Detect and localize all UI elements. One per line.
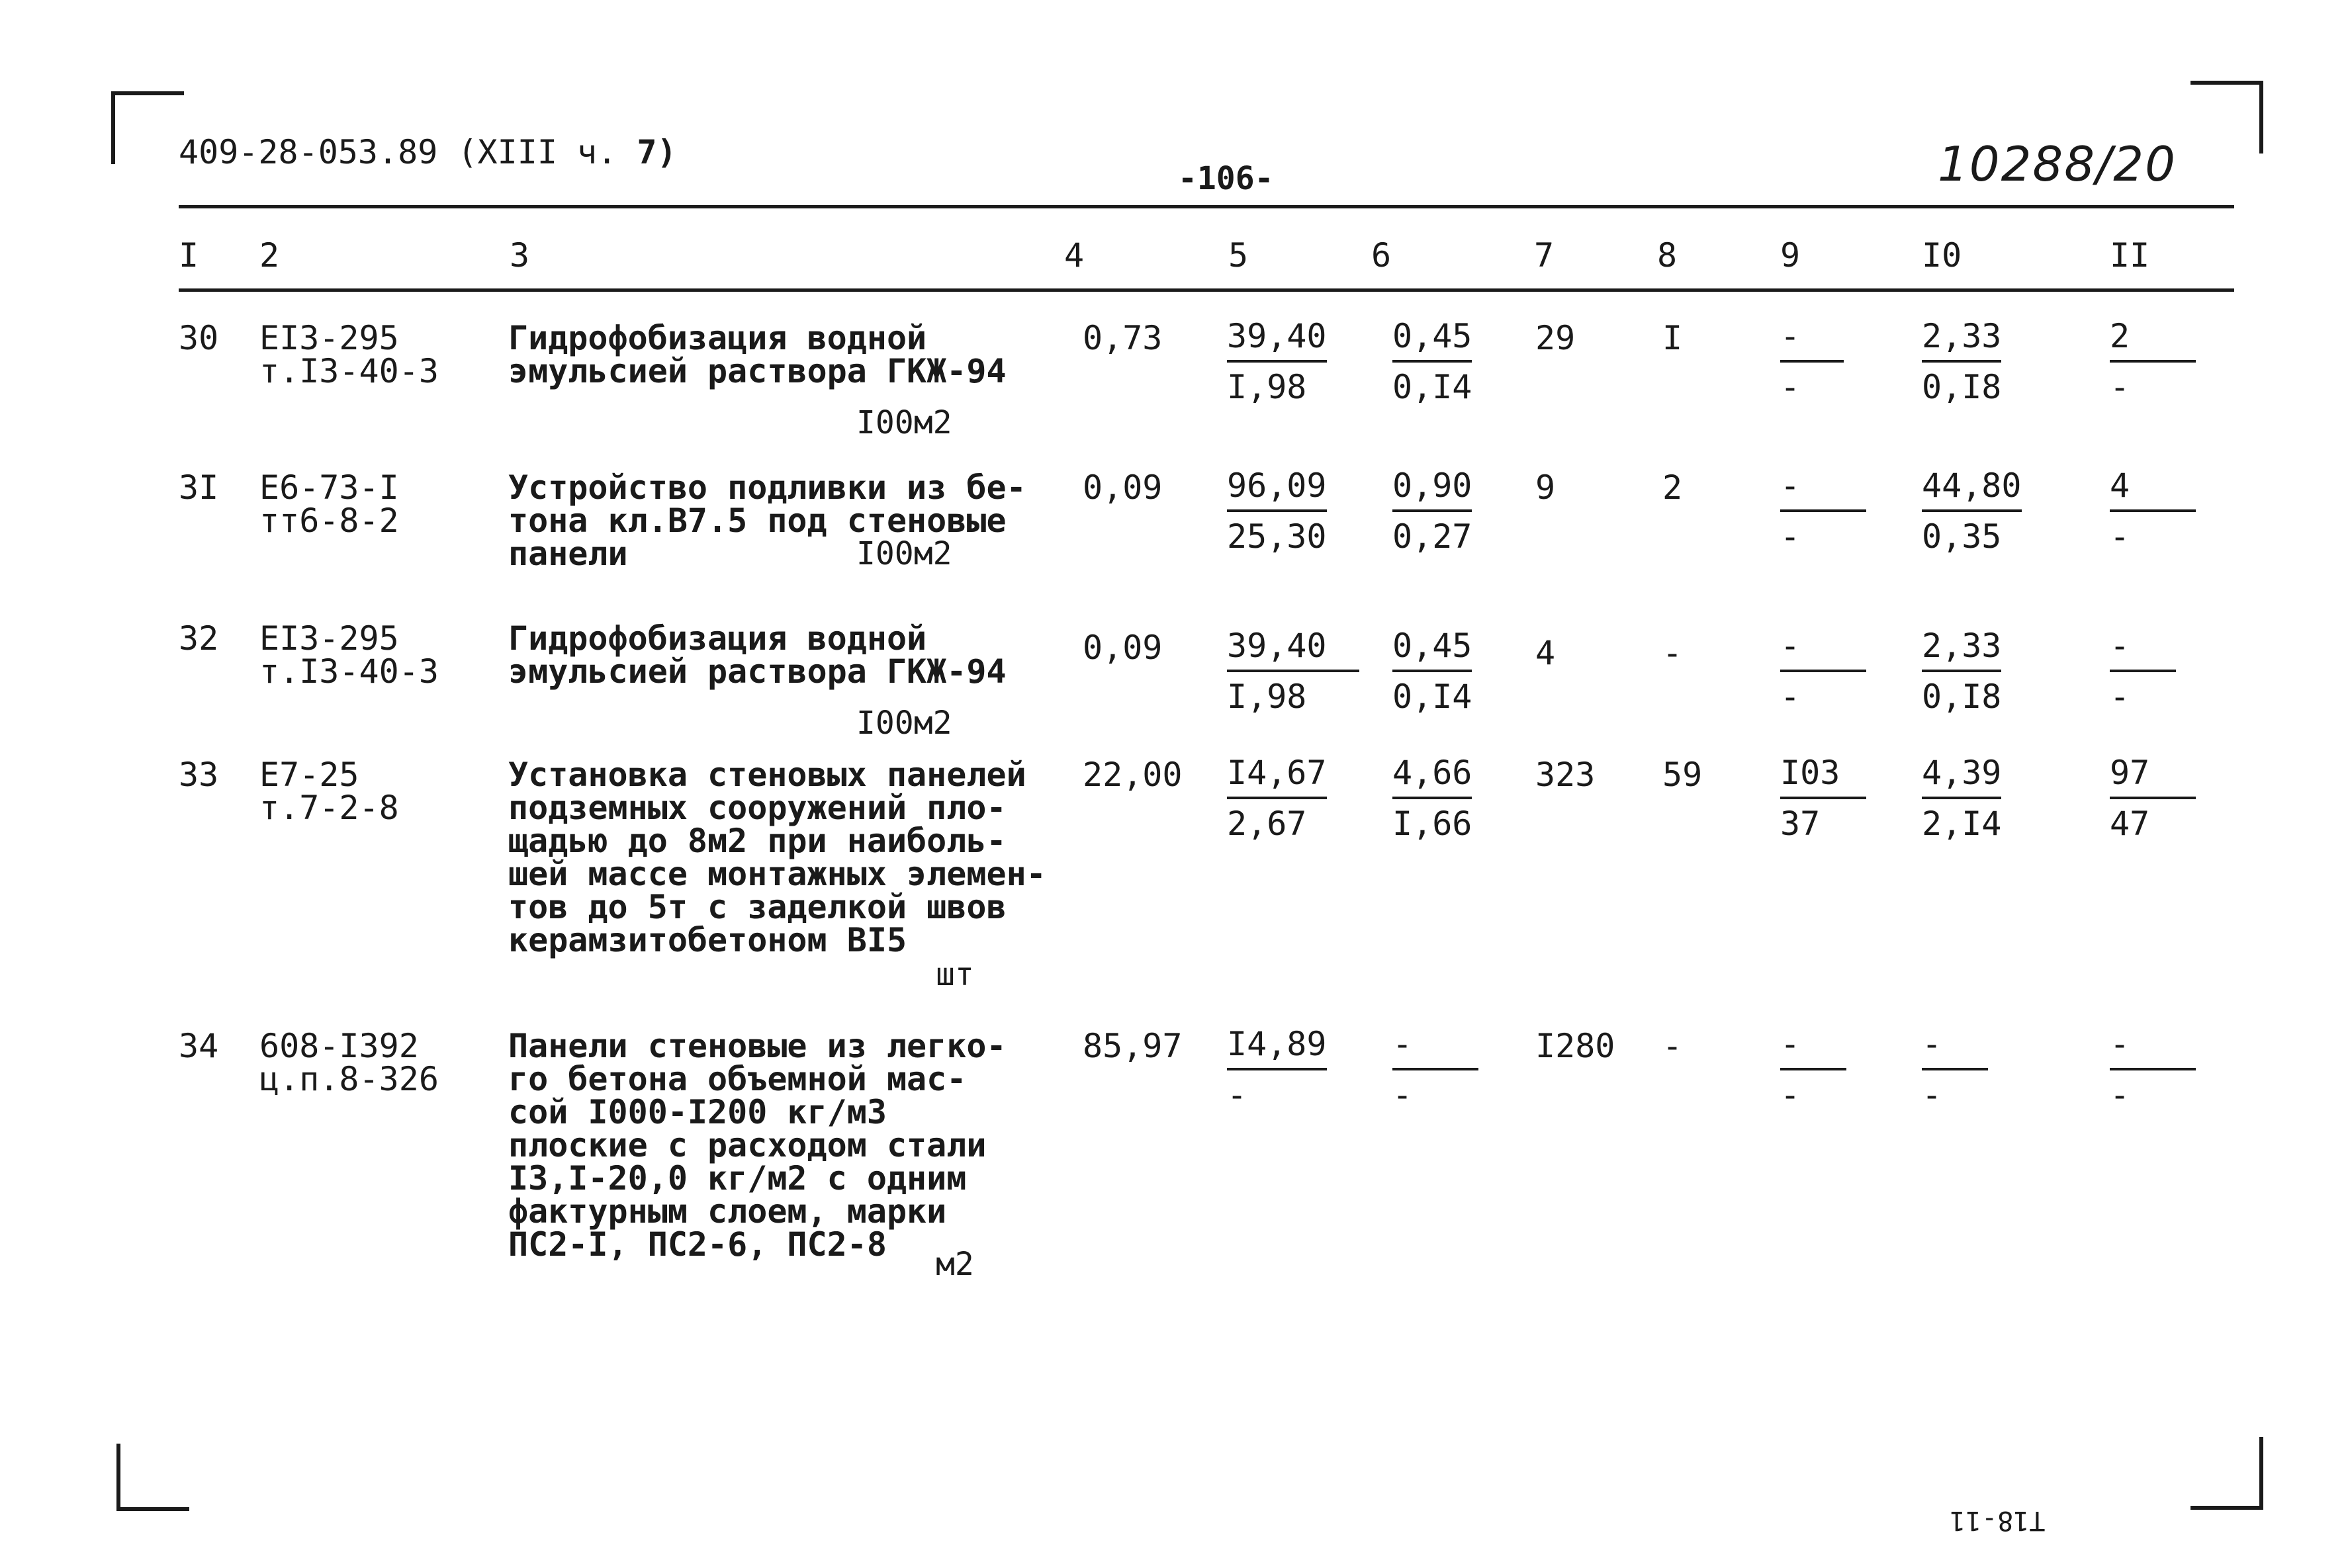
- col7-value: 29: [1535, 319, 1576, 357]
- fraction-col5: 96,09 25,30: [1227, 466, 1327, 556]
- document-code: [179, 132, 677, 172]
- table-header-rule: [179, 288, 2234, 292]
- row-number: 3I: [179, 468, 219, 507]
- fraction-col6: 0,90 0,27: [1392, 466, 1472, 556]
- fraction-col10: - -: [1922, 1024, 1988, 1119]
- corner-mark-bottom-right: [2190, 1437, 2263, 1510]
- work-description: Гидрофобизация водной эмульсией раствора ГКЖ-94: [508, 619, 1007, 691]
- column-header-2: 2: [259, 236, 280, 275]
- fraction-col6: 4,66 I,66: [1392, 754, 1472, 843]
- quantity: 85,97: [1083, 1027, 1183, 1065]
- col8-value: 2: [1662, 468, 1683, 507]
- fraction-col9: I03 37: [1780, 753, 1866, 848]
- norm-code: EI3-295 т.I3-40-3: [259, 619, 439, 691]
- quantity: 0,09: [1083, 468, 1163, 507]
- work-description: Устройство подливки из бе- тона кл.В7.5 под стеновые панели: [508, 468, 1026, 573]
- handwritten-number: 10288/20: [1938, 136, 2177, 192]
- col7-value: 9: [1535, 468, 1556, 507]
- fraction-col6: 0,45 0,I4: [1392, 627, 1472, 716]
- page-number: -106-: [1178, 160, 1274, 197]
- work-description: Гидрофобизация водной эмульсией раствора ГКЖ-94: [508, 319, 1007, 390]
- column-header-9: 9: [1780, 236, 1801, 275]
- column-header-6: 6: [1371, 236, 1392, 275]
- table-top-rule: [179, 205, 2234, 208]
- fraction-col9: - -: [1780, 316, 1844, 412]
- unit-of-measure: м2: [936, 1246, 974, 1283]
- row-number: 30: [179, 319, 219, 357]
- col8-value: 59: [1662, 756, 1703, 794]
- column-header-8: 8: [1657, 236, 1678, 275]
- corner-mark-top-left: [111, 91, 184, 164]
- row-number: 32: [179, 619, 219, 658]
- fraction-col5: 39,40 I,98: [1227, 317, 1327, 406]
- unit-of-measure: I00м2: [856, 404, 952, 441]
- col8-value: -: [1662, 634, 1683, 672]
- fraction-col5: I4,67 2,67: [1227, 754, 1327, 843]
- fraction-col9: - -: [1780, 626, 1866, 721]
- quantity: 0,09: [1083, 629, 1163, 667]
- corner-mark-top-right: [2190, 81, 2263, 153]
- footer-code: T18-11: [1950, 1505, 2046, 1536]
- fraction-col6: - -: [1392, 1024, 1478, 1119]
- document-code-text: 409-28-053.89 (XIII ч.: [179, 133, 617, 171]
- norm-code: EI3-295 т.I3-40-3: [259, 319, 439, 390]
- column-header-4: 4: [1064, 236, 1085, 275]
- col8-value: I: [1662, 319, 1683, 357]
- fraction-col10: 44,80 0,35: [1922, 466, 2022, 556]
- fraction-col11: - -: [2110, 1024, 2196, 1119]
- norm-code: 608-I392 ц.п.8-326: [259, 1027, 439, 1098]
- row-number: 33: [179, 756, 219, 794]
- column-header-5: 5: [1228, 236, 1249, 275]
- fraction-col10: 4,39 2,I4: [1922, 754, 2002, 843]
- norm-code: E7-25 т.7-2-8: [259, 756, 399, 827]
- fraction-col6: 0,45 0,I4: [1392, 317, 1472, 406]
- fraction-col9: - -: [1780, 1024, 1846, 1119]
- col7-value: 4: [1535, 634, 1556, 672]
- fraction-col11: - -: [2110, 626, 2176, 721]
- column-header-7: 7: [1534, 236, 1555, 275]
- col8-value: -: [1662, 1027, 1683, 1065]
- document-part: 7): [637, 133, 677, 171]
- col7-value: 323: [1535, 756, 1596, 794]
- fraction-col5: I4,89 -: [1227, 1025, 1327, 1114]
- quantity: 22,00: [1083, 756, 1183, 794]
- work-description: Панели стеновые из легко- го бетона объемной мас- сой I000-I200 кг/м3 плоские с расходом стали I3,I-20,0 кг/м2 с одним фактурным слоем, марки ПС2-I, ПС2-6, ПС2-8: [508, 1027, 1007, 1264]
- fraction-col10: 2,33 0,I8: [1922, 627, 2002, 716]
- fraction-col5: 39,40 I,98: [1227, 626, 1359, 721]
- corner-mark-bottom-left: [116, 1444, 189, 1511]
- fraction-col10: 2,33 0,I8: [1922, 317, 2002, 406]
- row-number: 34: [179, 1027, 219, 1065]
- norm-code: E6-73-I тт6-8-2: [259, 468, 399, 540]
- unit-of-measure: I00м2: [856, 535, 952, 572]
- quantity: 0,73: [1083, 319, 1163, 357]
- column-header-11: II: [2110, 236, 2150, 275]
- fraction-col11: 4 -: [2110, 466, 2196, 561]
- fraction-col11: 2 -: [2110, 316, 2196, 412]
- unit-of-measure: I00м2: [856, 705, 952, 742]
- column-header-1: I: [179, 236, 199, 275]
- col7-value: I280: [1535, 1027, 1615, 1065]
- fraction-col9: - -: [1780, 466, 1866, 561]
- column-header-3: 3: [510, 236, 530, 275]
- work-description: Установка стеновых панелей подземных сооружений пло- щадью до 8м2 при наиболь- шей массе монтажных элемен- тов до 5т с заделкой швов керамзитобетоном BI5: [508, 756, 1046, 959]
- fraction-col11: 97 47: [2110, 753, 2196, 848]
- unit-of-measure: шт: [936, 956, 974, 993]
- column-header-10: I0: [1922, 236, 1962, 275]
